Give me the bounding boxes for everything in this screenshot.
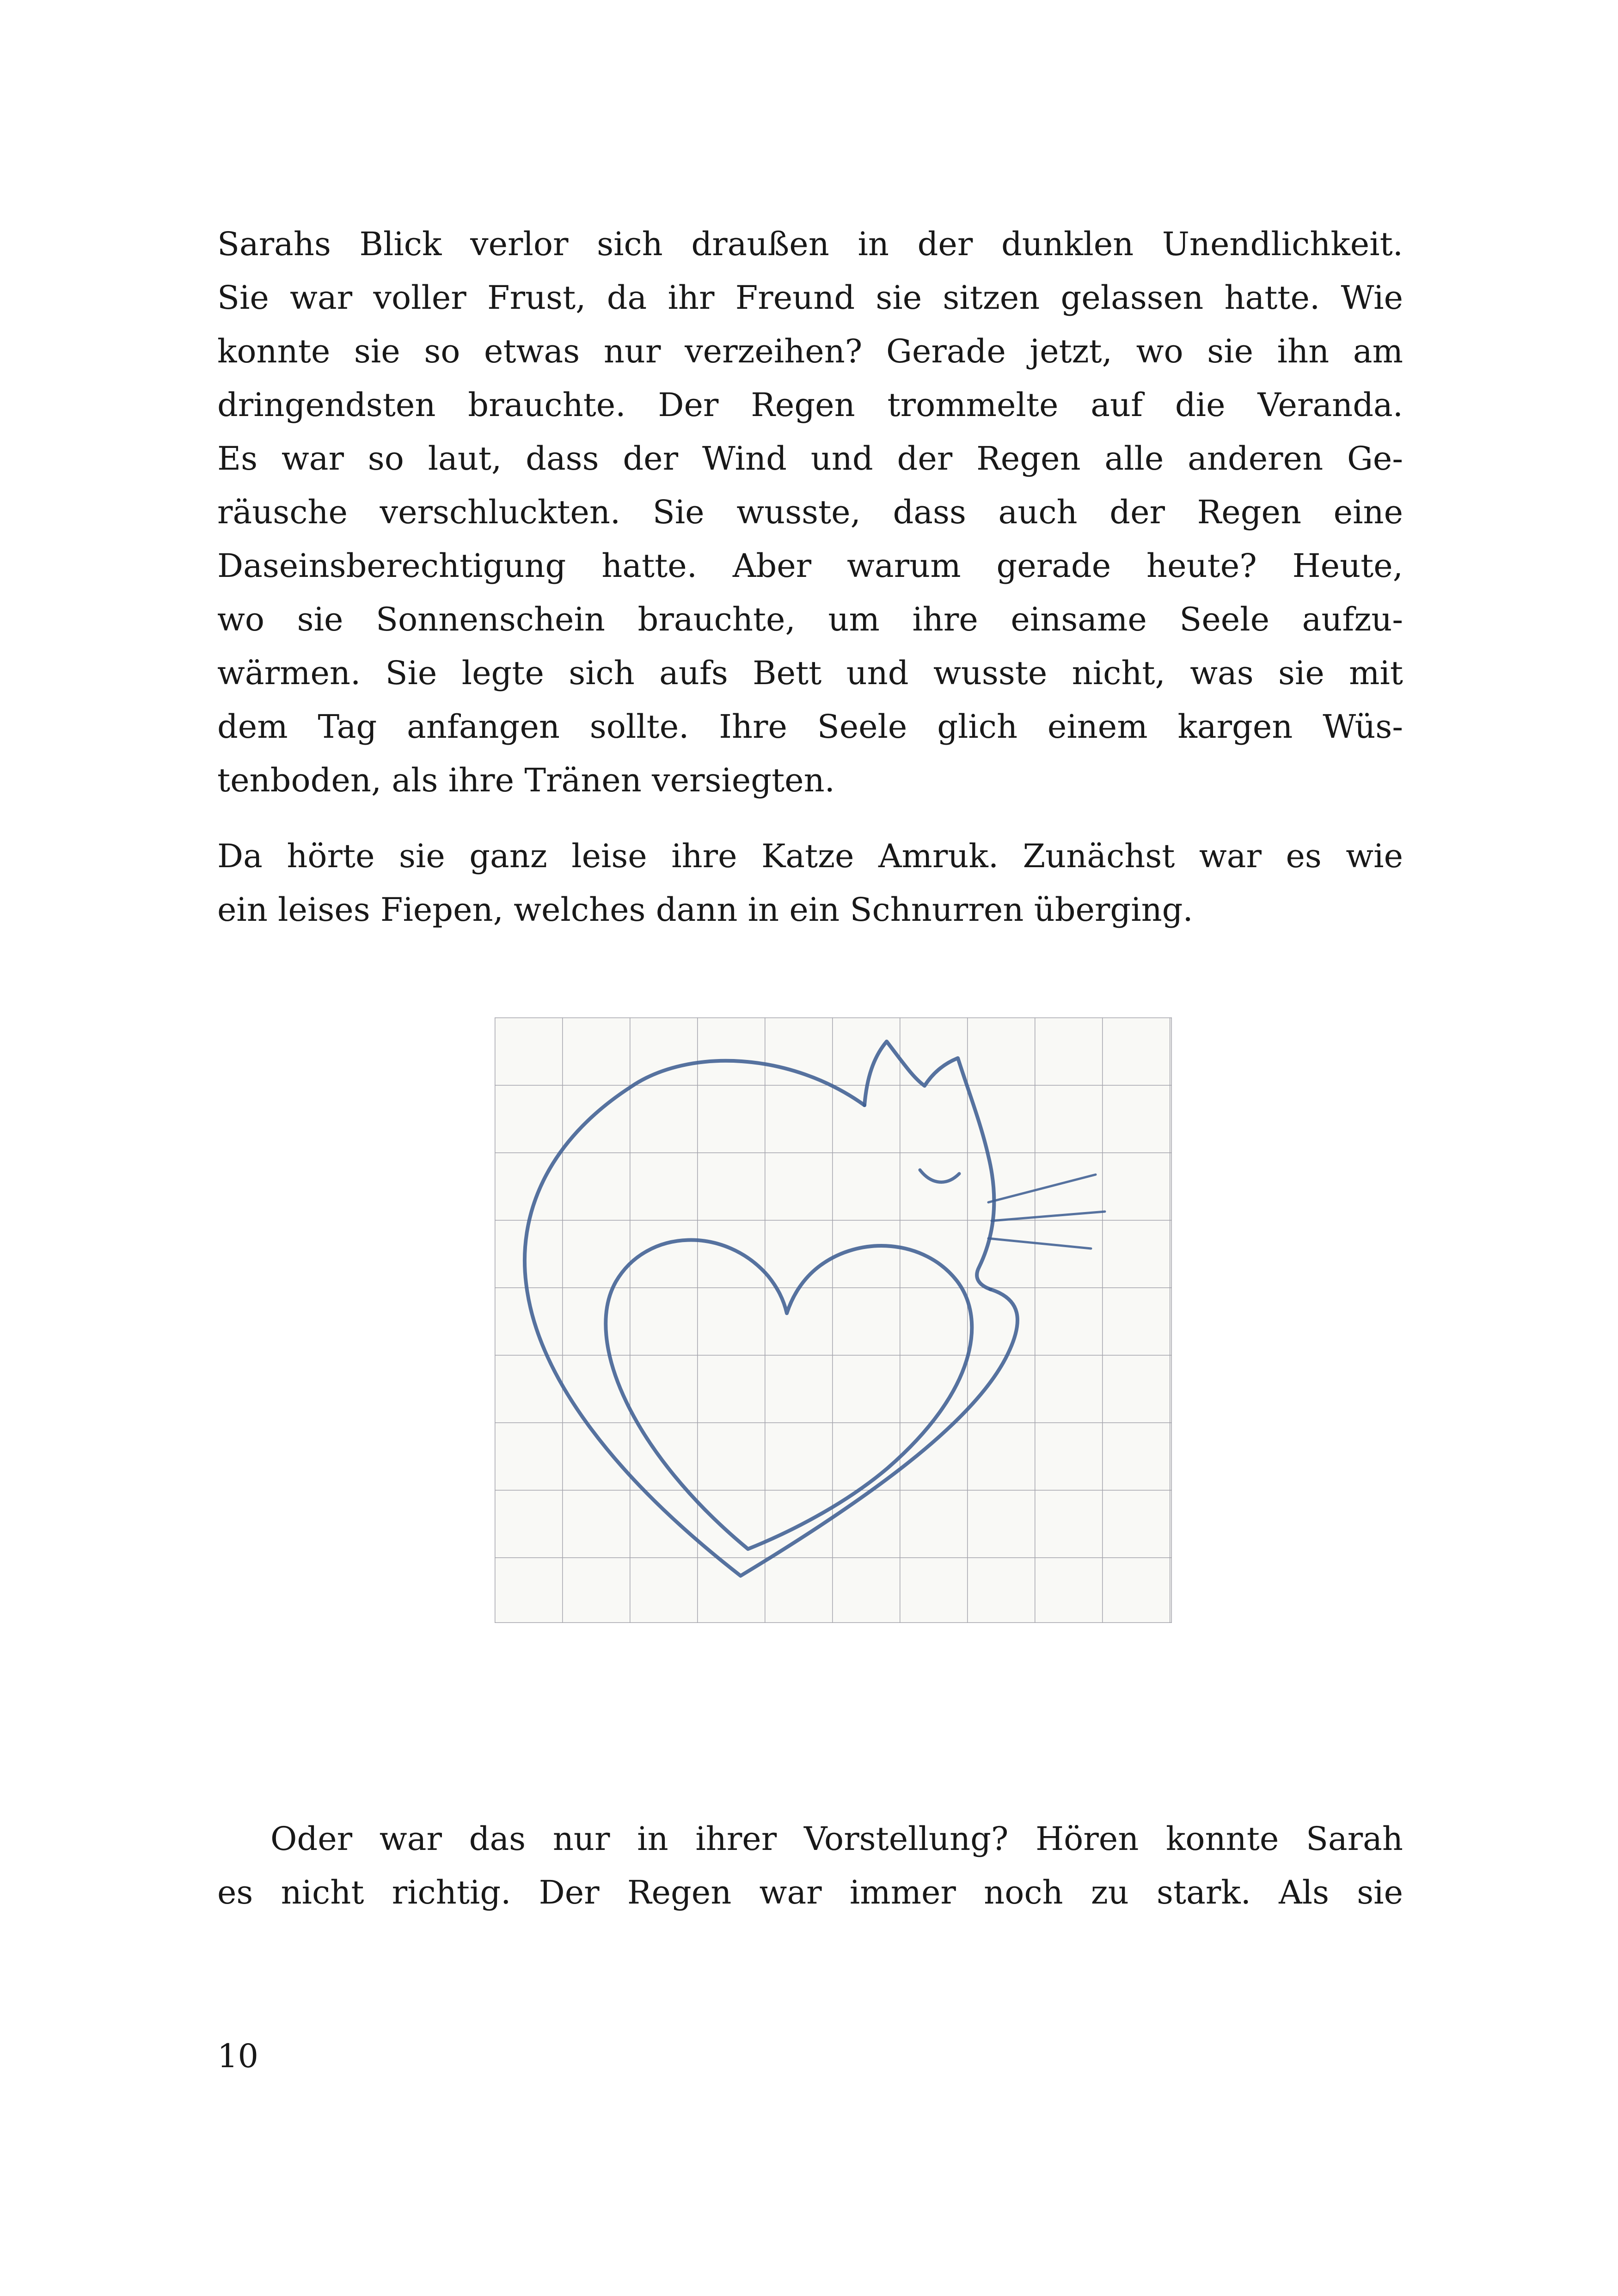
cat-heart-illustration (495, 1017, 1172, 1623)
grid-lines (495, 1017, 1172, 1623)
text-line: Oder war das nur in ihrer Vorstellung? Hören konnte Sarah (270, 1820, 1403, 1858)
text-line: Es war so laut, dass der Wind und der Regen alle anderen Ge- (217, 440, 1403, 478)
paragraph-1 (217, 217, 1403, 807)
text-line: dringendsten brauchte. Der Regen trommelte auf die Veranda. (217, 386, 1403, 424)
text-line: konnte sie so etwas nur verzeihen? Gerade jetzt, wo sie ihn am (217, 332, 1403, 370)
text-line: Sarahs Blick verlor sich draußen in der dunklen Unendlichkeit. (217, 225, 1403, 263)
paragraph-2 (217, 829, 1403, 937)
text-line: wo sie Sonnenschein brauchte, um ihre einsame Seele aufzu- (217, 600, 1403, 638)
page-number: 10 (217, 2037, 259, 2075)
text-line: Sie war voller Frust, da ihr Freund sie sitzen gelassen hatte. Wie (217, 279, 1403, 317)
text-line: wärmen. Sie legte sich aufs Bett und wusste nicht, was sie mit (217, 654, 1403, 692)
graph-paper-drawing (495, 1017, 1172, 1623)
text-line: dem Tag anfangen sollte. Ihre Seele glich einem kargen Wüs- (217, 708, 1403, 746)
text-line: es nicht richtig. Der Regen war immer noch zu stark. Als sie (217, 1874, 1403, 1911)
text-line: Daseinsberechtigung hatte. Aber warum gerade heute? Heute, (217, 547, 1403, 585)
paragraph-3 (217, 1812, 1403, 1919)
text-line: räusche verschluckten. Sie wusste, dass auch der Regen eine (217, 493, 1403, 531)
text-line: tenboden, als ihre Tränen versiegten. (217, 761, 835, 799)
text-line: Da hörte sie ganz leise ihre Katze Amruk. Zunächst war es wie (217, 837, 1403, 875)
text-line: ein leises Fiepen, welches dann in ein Schnurren überging. (217, 891, 1193, 929)
